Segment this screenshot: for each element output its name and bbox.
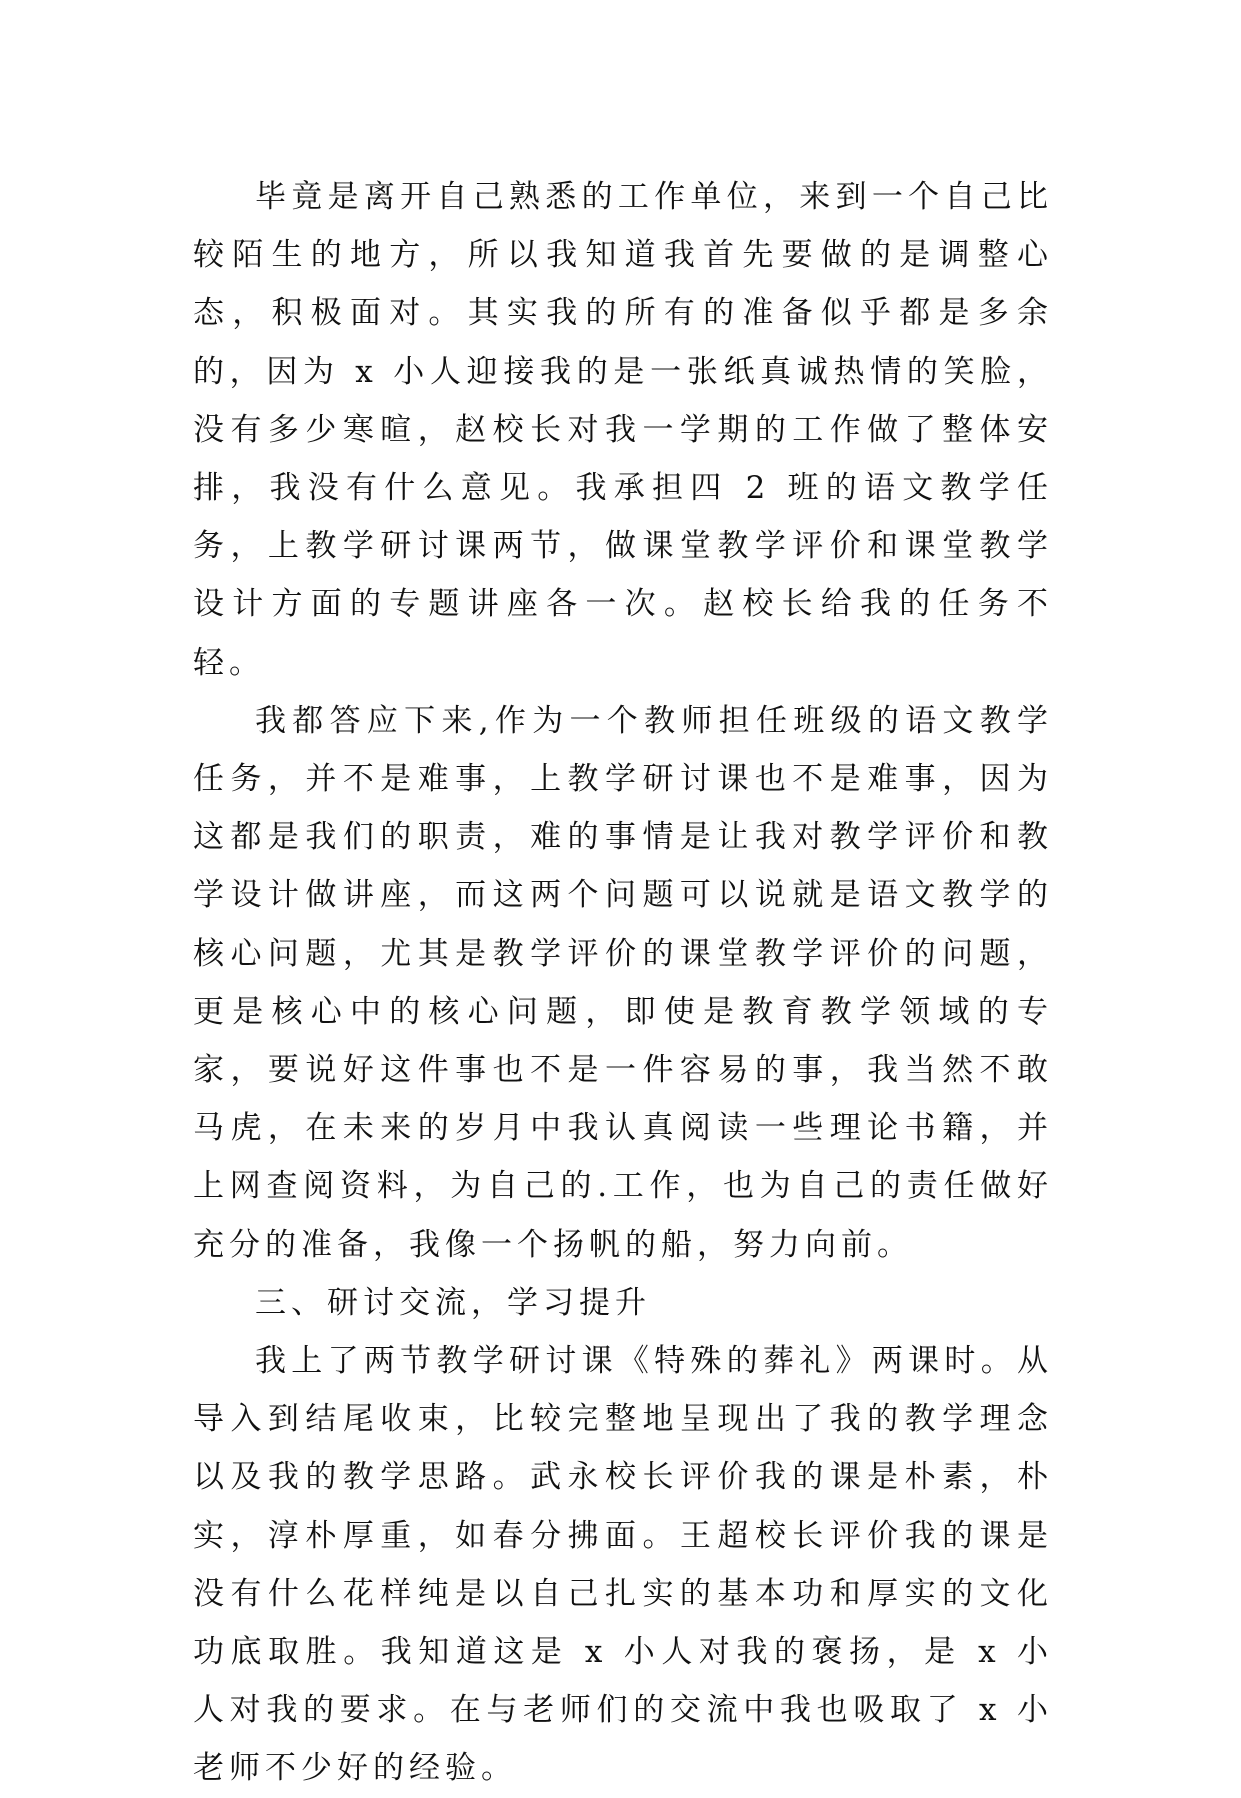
document-body [193,168,1053,1798]
paragraph-1: 毕竟是离开自己熟悉的工作单位，来到一个自己比较陌生的地方，所以我知道我首先要做的是调整心态，积极面对。其实我的所有的准备似乎都是多余的，因为 x 小人迎接我的是一张纸真诚热情的笑脸，没有多少寒暄，赵校长对我一学期的工作做了整体安排，我没有什么意见。我承担四 2 班的语文教学任务，上教学研讨课两节，做课堂教学评价和课堂教学设计方面的专题讲座各一次。赵校长给我的任务不轻。 [193,179,1053,681]
section-heading: 三、研讨交流，学习提升 [255,1284,651,1321]
paragraph-3: 我上了两节教学研讨课《特殊的葬礼》两课时。从导入到结尾收束，比较完整地呈现出了我的教学理念以及我的教学思路。武永校长评价我的课是朴素，朴实，淳朴厚重，如春分拂面。王超校长评价我的课是没有什么花样纯是以自己扎实的基本功和厚实的文化功底取胜。我知道这是 x 小人对我的褒扬，是 x 小人对我的要求。在与老师们的交流中我也吸取了 x 小老师不少好的经验。 [193,1343,1053,1787]
paragraph-2: 我都答应下来,作为一个教师担任班级的语文教学任务，并不是难事，上教学研讨课也不是难事，因为这都是我们的职责，难的事情是让我对教学评价和教学设计做讲座，而这两个问题可以说就是语文教学的核心问题，尤其是教学评价的课堂教学评价的问题，更是核心中的核心问题，即使是教育教学领域的专家，要说好这件事也不是一件容易的事，我当然不敢马虎，在未来的岁月中我认真阅读一些理论书籍，并上网查阅资料，为自己的.工作，也为自己的责任做好充分的准备，我像一个扬帆的船，努力向前。 [193,702,1053,1263]
